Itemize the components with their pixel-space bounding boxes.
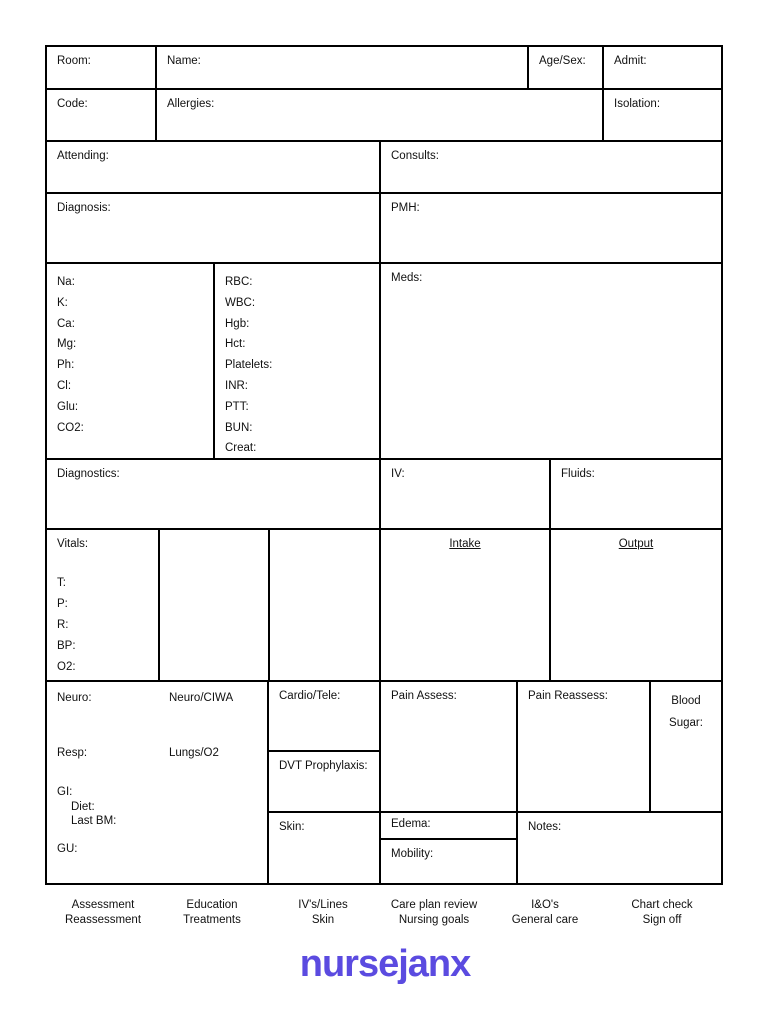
lab-ca-label: Ca: (57, 317, 75, 330)
checklist-io-line2: General care (511, 913, 579, 926)
resp-label: Resp: (57, 747, 88, 759)
mobility-field: Mobility: (379, 838, 518, 885)
diagnosis-field: Diagnosis: (45, 192, 381, 264)
checklist-chart-check-line1: Chart check (631, 899, 693, 911)
checklist-education-line2: Treatments (183, 913, 241, 926)
blood-sugar-field (649, 680, 723, 813)
age-sex-field: Age/Sex: (527, 45, 604, 90)
blood-sugar-label-line2: Sugar: (669, 717, 703, 729)
blood-sugar-label-line1: Blood (671, 695, 701, 707)
vitals-panel (45, 528, 160, 682)
checklist-care-plan-line1: Care plan review (390, 899, 478, 911)
lab-cl-label: Cl: (57, 379, 72, 392)
labs-hematology-panel (213, 262, 381, 460)
systems-panel (45, 680, 269, 885)
vital-r-label: R: (57, 619, 69, 631)
lab-ph-label: Ph: (57, 359, 75, 372)
labs-chemistry-panel (45, 262, 215, 460)
output-header: Output (618, 538, 654, 550)
pain-reassess-field: Pain Reassess: (516, 680, 651, 813)
neuro-label: Neuro: (57, 692, 92, 704)
lab-wbc-label: WBC: (225, 296, 256, 309)
vital-o2-label: O2: (57, 661, 76, 673)
vital-p-label: P: (57, 598, 68, 610)
lab-na-label: Na: (57, 276, 75, 288)
checklist-chart-check-line2: Sign off (642, 913, 682, 926)
consults-field: Consults: (379, 140, 723, 194)
last-bm-label: Last BM: (71, 815, 117, 827)
diagnostics-field: Diagnostics: (45, 458, 381, 530)
output-field (549, 528, 723, 682)
admit-field: Admit: (602, 45, 723, 90)
neuro-ciwa-label: Neuro/CIWA (169, 692, 234, 704)
skin-field: Skin: (267, 811, 381, 885)
lab-rbc-label: RBC: (225, 276, 253, 288)
lab-hgb-label: Hgb: (225, 317, 250, 330)
checklist-education-line1: Education (186, 899, 238, 911)
checklist-io-line1: I&O's (531, 899, 559, 911)
lungs-o2-label: Lungs/O2 (169, 747, 219, 759)
lab-hct-label: Hct: (225, 338, 246, 351)
vital-t-label: T: (57, 577, 66, 589)
checklist-care-plan-line2: Nursing goals (398, 913, 470, 926)
allergies-field: Allergies: (155, 88, 604, 142)
room-field: Room: (45, 45, 157, 90)
lab-platelets-label: Platelets: (225, 359, 273, 372)
gi-label: GI: (57, 786, 73, 798)
name-field: Name: (155, 45, 529, 90)
iv-field: IV: (379, 458, 551, 530)
code-field: Code: (45, 88, 157, 142)
gu-label: GU: (57, 843, 78, 855)
vitals-title: Vitals: (57, 538, 89, 550)
checklist-assessment-line1: Assessment (71, 899, 135, 911)
lab-bun-label: BUN: (225, 421, 253, 434)
checklist-chart-check (587, 898, 737, 930)
meds-field: Meds: (379, 262, 723, 460)
fluids-field: Fluids: (549, 458, 723, 530)
dvt-prophylaxis-field: DVT Prophylaxis: (267, 750, 381, 813)
lab-k-label: K: (57, 296, 68, 309)
edema-field: Edema: (379, 811, 518, 840)
pmh-field: PMH: (379, 192, 723, 264)
lab-glu-label: Glu: (57, 400, 79, 413)
cardio-tele-field: Cardio/Tele: (267, 680, 381, 752)
nursejanx-logo: nursejanx (299, 943, 471, 985)
lab-creat-label: Creat: (225, 442, 257, 455)
notes-field: Notes: (516, 811, 723, 885)
vitals-empty-cell-1 (158, 528, 270, 682)
vitals-empty-cell-2 (268, 528, 381, 682)
vital-bp-label: BP: (57, 640, 76, 652)
lab-inr-label: INR: (225, 379, 248, 392)
attending-field: Attending: (45, 140, 381, 194)
diet-label: Diet: (71, 801, 95, 813)
isolation-field: Isolation: (602, 88, 723, 142)
lab-co2-label: CO2: (57, 421, 84, 434)
checklist-iv-lines-line1: IV's/Lines (298, 899, 348, 911)
lab-ptt-label: PTT: (225, 400, 249, 413)
intake-field (379, 528, 551, 682)
checklist-assessment-line2: Reassessment (64, 913, 142, 926)
lab-mg-label: Mg: (57, 338, 77, 351)
checklist-iv-lines-line2: Skin (311, 913, 335, 926)
intake-header: Intake (449, 538, 481, 550)
pain-assess-field: Pain Assess: (379, 680, 518, 813)
